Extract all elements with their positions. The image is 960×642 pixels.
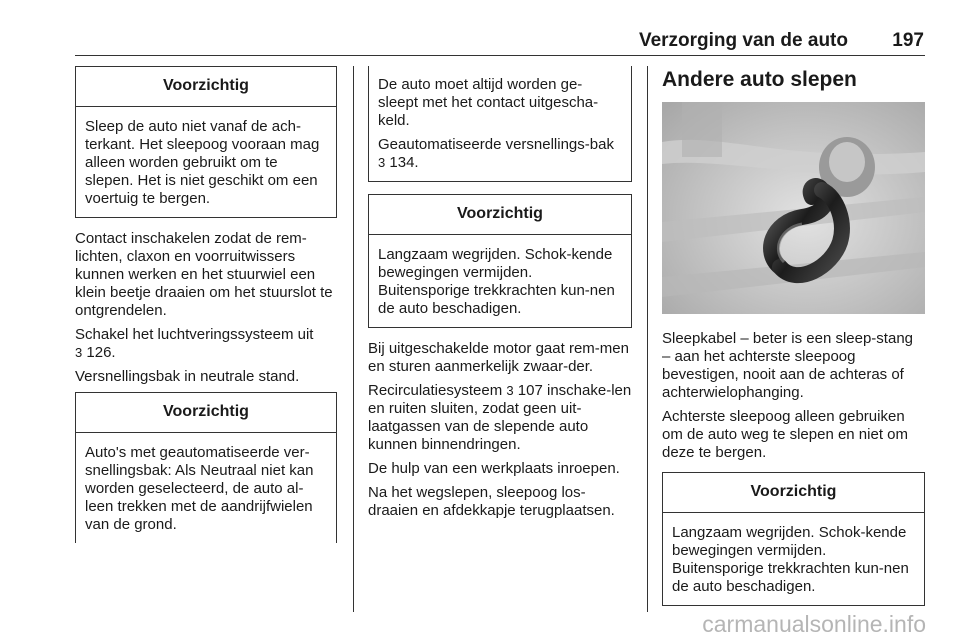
page-number: 197	[892, 30, 924, 51]
page-ref-link[interactable]: 107	[517, 382, 543, 399]
paragraph: Achterste sleepoog alleen gebruiken om de auto weg te slepen en niet om deze te bergen.	[662, 408, 908, 461]
column-separator	[647, 66, 648, 612]
caution-heading: Voorzichtig	[369, 195, 631, 235]
caution-text: Langzaam wegrijden. Schok-kende bewegingen vermijden. Buitensporige trekkrachten kun-nen de auto beschadigen.	[378, 246, 615, 317]
caution-text: Sleep de auto niet vanaf de ach-terkant. Het sleepoog vooraan mag alleen worden gebruikt om te slepen. Het is niet geschikt om een voertuig te bergen.	[85, 118, 320, 207]
watermark: carmanualsonline.info	[702, 611, 926, 637]
page-ref-link[interactable]: 134.	[389, 154, 419, 171]
page-ref-link[interactable]: 126.	[86, 344, 116, 361]
page-header-title: Verzorging van de auto	[638, 30, 848, 51]
paragraph: Contact inschakelen zodat de rem-lichten, claxon en voorruitwissers kunnen werken en het stuurwiel een klein beetje draaien om het stuurslot te ontgrendelen.	[75, 230, 333, 319]
caution-box	[75, 392, 337, 543]
caution-heading: Voorzichtig	[76, 393, 336, 433]
header-rule	[75, 55, 925, 56]
paragraph-text: inschake-len en ruiten sluiten, zodat geen uit-laatgassen van de slepende auto kunnen binnendringen.	[368, 382, 632, 453]
caution-heading: Voorzichtig	[663, 473, 924, 513]
paragraph: De hulp van een werkplaats inroepen.	[368, 460, 620, 477]
column-separator	[353, 66, 354, 612]
column-1	[75, 66, 337, 543]
caution-box	[368, 194, 632, 328]
caution-text	[378, 136, 622, 172]
continued-caution-box	[368, 66, 632, 182]
paragraph: Bij uitgeschakelde motor gaat rem-men en sturen aanmerkelijk zwaar-der.	[368, 340, 629, 375]
towing-eye-image	[662, 102, 925, 314]
paragraph-text: Recirculatiesysteem	[368, 382, 503, 399]
column-3	[662, 66, 925, 618]
caution-text: Langzaam wegrijden. Schok-kende bewegingen vermijden. Buitensporige trekkrachten kun-nen de auto beschadigen.	[672, 524, 909, 595]
paragraph: Sleepkabel – beter is een sleep-stang – aan het achterste sleepoog bevestigen, nooit aan de achteras of achterwielophanging.	[662, 330, 914, 401]
paragraph: Na het wegslepen, sleepoog los-draaien en afdekkapje terugplaatsen.	[368, 484, 615, 519]
paragraph	[75, 326, 337, 362]
page-ref-icon: 3	[378, 155, 386, 170]
page-ref-icon: 3	[506, 383, 514, 398]
caution-text-part: Geautomatiseerde versnellings-bak	[378, 136, 614, 153]
caution-text: De auto moet altijd worden ge-sleept met het contact uitgescha-keld.	[378, 76, 599, 129]
caution-box	[662, 472, 925, 606]
paragraph: Versnellingsbak in neutrale stand.	[75, 368, 300, 385]
caution-heading: Voorzichtig	[76, 67, 336, 107]
caution-text: Auto's met geautomatiseerde ver-snellingsbak: Als Neutraal niet kan worden geselecteerd, de auto al-leen trekken met de aandrijfwielen van de grond.	[85, 444, 314, 533]
column-2	[368, 66, 632, 526]
page-ref-icon: 3	[75, 345, 83, 360]
caution-box	[75, 66, 337, 218]
paragraph	[368, 382, 632, 454]
section-title: Andere auto slepen	[662, 68, 857, 91]
paragraph-text: Schakel het luchtveringssysteem uit	[75, 326, 314, 343]
